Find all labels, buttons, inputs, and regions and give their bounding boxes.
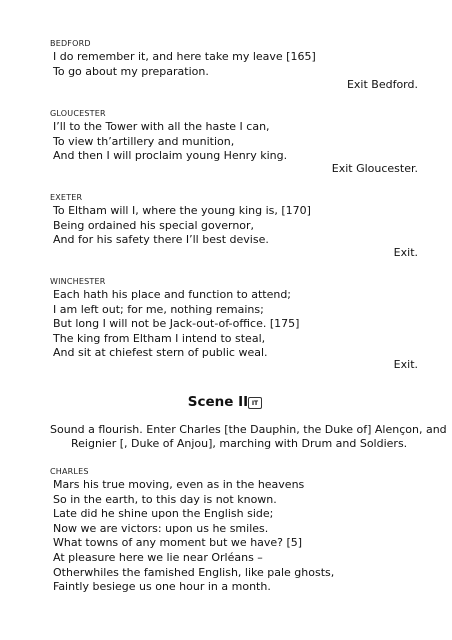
stage-exit: Exit. [393, 246, 418, 259]
verse-line: I do remember it, and here take my leave [165] [53, 50, 316, 63]
speech-lines [53, 478, 334, 595]
verse-line: To go about my preparation. [53, 64, 209, 78]
verse-line: Each hath his place and function to attend; [53, 288, 292, 301]
speaker-name: EXETER [50, 193, 83, 202]
verse-line: So in the earth, to this day is not known. [53, 492, 277, 506]
stage-exit: Exit Bedford. [346, 78, 418, 91]
speech-lines [53, 120, 287, 164]
stage-exit: Exit Gloucester. [331, 162, 418, 175]
verse-line: Now we are victors: upon us he smiles. [53, 521, 269, 535]
scene-title: Scene II [187, 394, 249, 410]
scene-heading [0, 394, 452, 410]
stage-exit: Exit. [393, 358, 418, 371]
stage-direction: Sound a flourish. Enter Charles [the Dauphin, the Duke of] Alençon, and [50, 423, 447, 436]
verse-line: Mars his true moving, even as in the heavens [53, 478, 305, 491]
verse-line: To view th’artillery and munition, [53, 134, 235, 148]
verse-line: To Eltham will I, where the young king is, [170] [53, 204, 311, 217]
speaker-name: CHARLES [50, 467, 89, 476]
verse-line: I am left out; for me, nothing remains; [53, 302, 264, 316]
speaker-name: GLOUCESTER [50, 109, 106, 118]
verse-line: Faintly besiege us one hour in a month. [53, 580, 271, 594]
speaker-name: BEDFORD [50, 39, 91, 48]
verse-line: But long I will not be Jack-out-of-office. [175] [53, 317, 300, 331]
verse-line: What towns of any moment but we have? [5] [53, 536, 303, 550]
speech-lines [53, 288, 299, 361]
verse-line: Being ordained his special governor, [53, 218, 255, 232]
verse-line: Late did he shine upon the English side; [53, 507, 274, 521]
speech-lines [53, 50, 316, 79]
stage-direction: Reignier [, Duke of Anjou], marching with Drum and Soldiers. [71, 437, 408, 450]
speech-lines [53, 204, 311, 248]
verse-line: And sit at chiefest stern of public weal. [53, 346, 268, 360]
verse-line: At pleasure here we lie near Orléans – [53, 550, 263, 564]
verse-line: And then I will proclaim young Henry king. [53, 149, 288, 163]
verse-line: Otherwhiles the famished English, like pale ghosts, [53, 565, 335, 579]
verse-line: And for his safety there I’ll best devise. [53, 233, 269, 247]
speaker-name: WINCHESTER [50, 277, 106, 286]
verse-line: The king from Eltham I intend to steal, [53, 331, 266, 345]
verse-line: I’ll to the Tower with all the haste I can, [53, 120, 270, 133]
scene-badge-icon[interactable]: IT [248, 397, 262, 409]
